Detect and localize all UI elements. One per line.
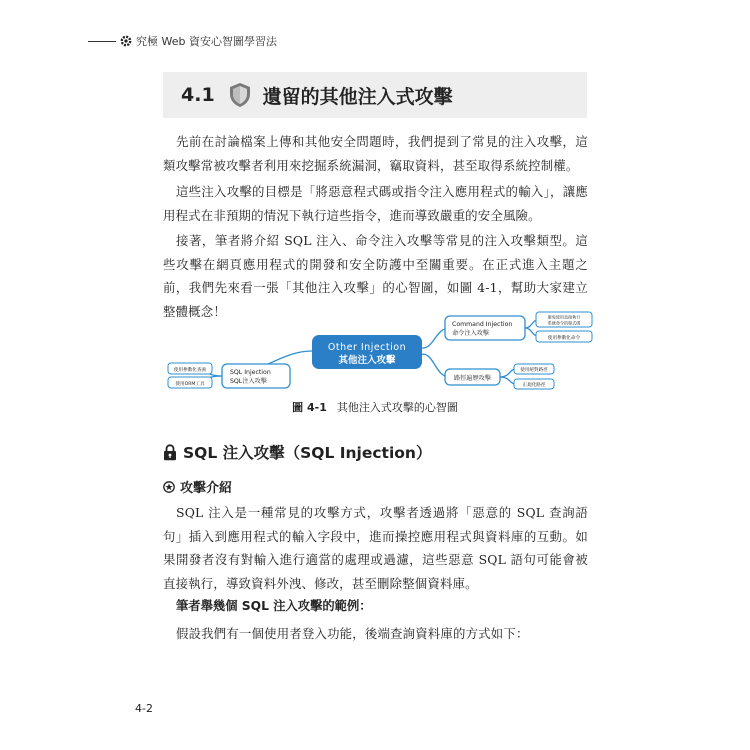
- leaf-param-query-label: 使用參數化查詢: [173, 367, 207, 373]
- paragraph-2: 這些注入攻擊的目標是「將惡意程式碼或指令注入應用程式的輸入」，讓應用程式在非預期的情況下執行這些指令，進而導致嚴重的安全風險。: [163, 184, 588, 223]
- paragraph-5: 假設我們有一個使用者登入功能，後端查詢資料庫的方式如下：: [176, 626, 529, 641]
- path-node-label: 路徑遍歷攻擊: [453, 375, 492, 382]
- subsection-heading: [163, 441, 431, 463]
- leaf-param-cmd-label: 使用參數化命令: [547, 335, 581, 341]
- subsubsection-title: 攻擊介紹: [180, 481, 233, 496]
- figure-caption-text: 其他注入式攻擊的心智圖: [336, 401, 458, 414]
- lock-icon: [163, 444, 177, 461]
- subsubsection-heading: [163, 477, 232, 496]
- command-node-en: Command Injection: [452, 321, 513, 328]
- leaf-orm-label: 使用ORM工具: [175, 381, 205, 387]
- leaf-avoid-cmd-label-2: 系統命令的程式碼: [547, 320, 581, 326]
- mind-map-diagram: [160, 306, 600, 396]
- example-heading: 筆者舉幾個 SQL 注入攻擊的範例：: [176, 599, 372, 613]
- center-node-en: Other Injection: [327, 342, 407, 353]
- center-node-zh: 其他注入攻擊: [338, 355, 396, 366]
- connector: [500, 369, 515, 377]
- book-title: 究極 Web 資安心智圖學習法: [136, 35, 277, 48]
- section-title-bar: [163, 72, 587, 118]
- paragraph-4: SQL 注入是一種常見的攻擊方式，攻擊者透過將「惡意的 SQL 查詢語句」插入到應用程式的輸入字段中，進而操控應用程式與資料庫的互動。如果開發者沒有對輸入進行適當的處理或過濾，這些惡意 SQL 語句可能會被直接執行，導致資料外洩、修改，甚至刪除整個資料庫。: [163, 505, 588, 591]
- header-rule: [88, 41, 116, 42]
- leaf-avoid-cmd-label: 避免使用直接執行: [547, 314, 581, 320]
- figure-caption: [0, 399, 750, 415]
- paragraph-3: 接著，筆者將介紹 SQL 注入、命令注入攻擊等常見的注入攻擊類型。這些攻擊在網頁應用程式的開發和安全防護中至關重要。在正式進入主題之前，我們先來看一張「其他注入攻擊」的心智圖，如圖 4-1，幫助大家建立整體概念！: [163, 233, 588, 319]
- gear-icon: [120, 35, 132, 47]
- running-header: [88, 33, 277, 49]
- paragraph-1: 先前在討論檔案上傳和其他安全問題時，我們提到了常見的注入攻擊，這類攻擊常被攻擊者利用來挖掘系統漏洞，竊取資料，甚至取得系統控制權。: [163, 134, 588, 173]
- connector: [500, 377, 515, 384]
- shield-icon: [229, 82, 251, 108]
- subsection-title: SQL 注入攻擊（SQL Injection）: [183, 444, 432, 462]
- command-node-zh: 命令注入攻擊: [452, 330, 490, 337]
- leaf-normalize-label: 正規化路徑: [522, 383, 546, 388]
- section-number: 4.1: [181, 84, 215, 106]
- section-title: 遺留的其他注入式攻擊: [262, 85, 453, 108]
- star-circle-icon: [163, 481, 175, 493]
- sql-node-en: SQL Injection: [230, 369, 271, 376]
- page-number: 4-2: [135, 702, 153, 715]
- sql-node-zh: SQL注入攻擊: [230, 378, 267, 385]
- leaf-abs-path-label: 使用絕對路徑: [520, 368, 548, 373]
- figure-label: 圖 4-1: [292, 401, 327, 414]
